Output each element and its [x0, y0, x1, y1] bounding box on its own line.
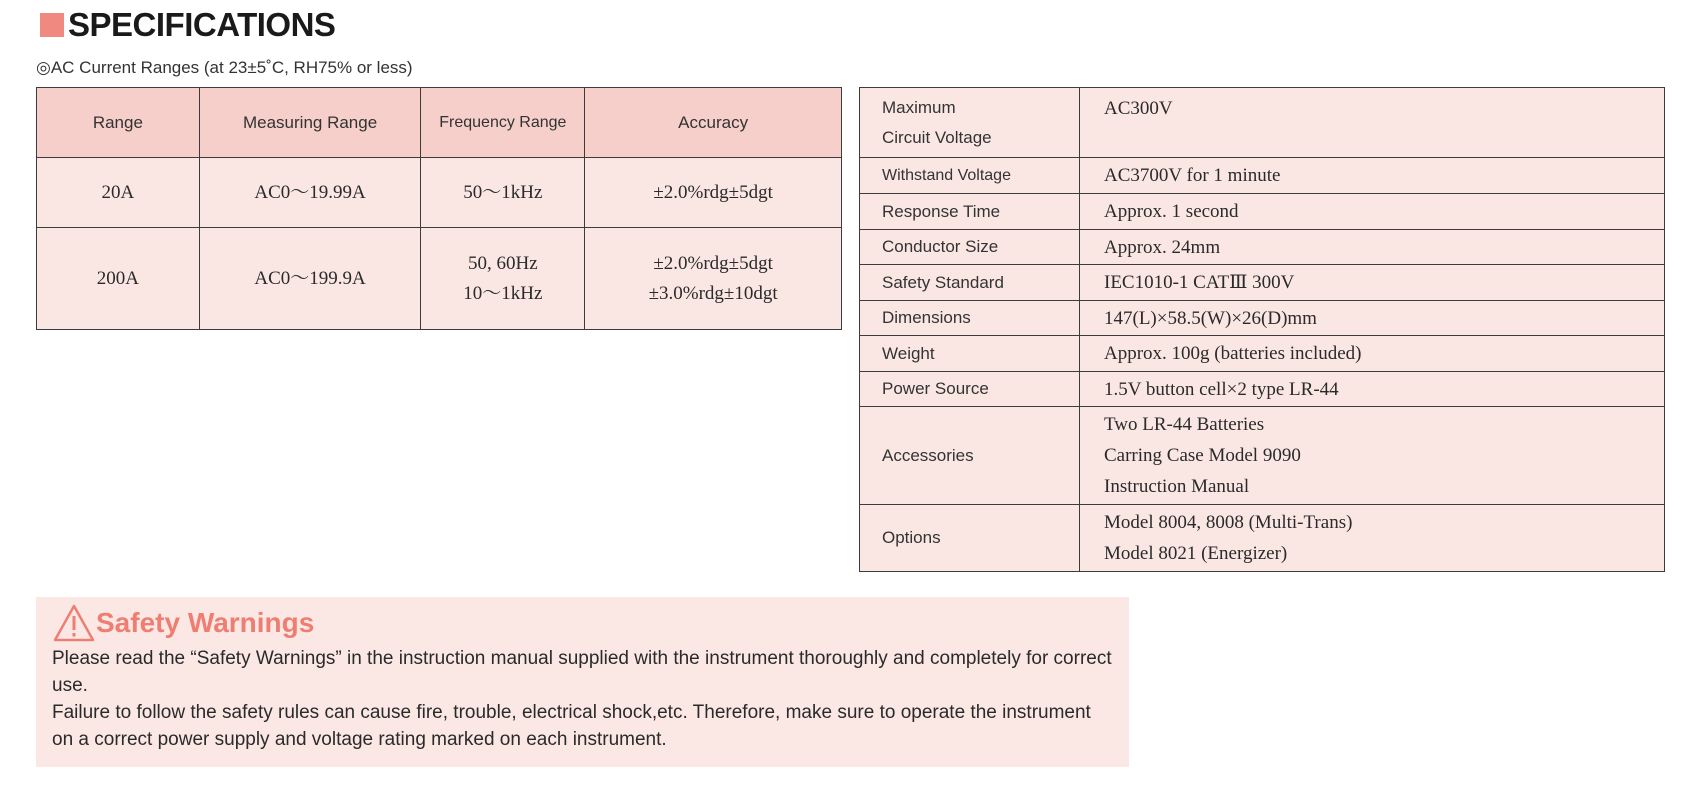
table-row: [37, 228, 842, 330]
table-header-row: [37, 88, 842, 158]
spec-value: [1080, 505, 1665, 572]
spec-row-withstand-voltage: [860, 158, 1665, 194]
spec-row-options: [860, 505, 1665, 572]
spec-row-safety-standard: [860, 265, 1665, 301]
spec-label: [860, 372, 1080, 407]
spec-row-dimensions: [860, 301, 1665, 336]
spec-value-line: Approx. 1 second: [1104, 201, 1239, 222]
spec-row-response-time: [860, 194, 1665, 230]
safety-warnings-text: [52, 645, 1112, 753]
safety-paragraph: Failure to follow the safety rules can cause fire, trouble, electrical shock,etc. Therefore, make sure to operate the instrument on a correct power supply and voltage rating marked on each instrument.: [52, 702, 1091, 750]
section-heading: [40, 6, 335, 44]
spec-value-line: IEC1010-1 CATⅢ 300V: [1104, 272, 1295, 293]
accuracy-line: ±2.0%rdg±5dgt: [653, 181, 773, 203]
spec-value: [1080, 230, 1665, 265]
spec-value-line: Instruction Manual: [1104, 476, 1250, 497]
spec-label-line: Response Time: [882, 201, 1001, 221]
accuracy-line: ±3.0%rdg±10dgt: [648, 282, 778, 304]
spec-label-line: Withstand Voltage: [882, 166, 1011, 184]
spec-value-line: AC3700V for 1 minute: [1104, 165, 1281, 186]
spec-label-line: Options: [882, 528, 941, 547]
spec-label-line: Conductor Size: [882, 237, 999, 256]
spec-label-line: Accessories: [882, 445, 974, 465]
spec-label: [860, 265, 1080, 301]
safety-warnings-box: [36, 597, 1129, 767]
spec-value-line: Carring Case Model 9090: [1104, 445, 1301, 466]
ac-current-ranges-table: [36, 87, 842, 330]
spec-label-line: Safety Standard: [882, 272, 1004, 292]
spec-value-line: Model 8021 (Energizer): [1104, 543, 1288, 564]
spec-label: [860, 505, 1080, 572]
cell-measuring-range: AC0～199.9A: [199, 228, 421, 330]
spec-label: [860, 407, 1080, 505]
safety-warnings-title: Safety Warnings: [96, 607, 315, 638]
spec-value-line: AC300V: [1104, 98, 1173, 119]
spec-label-line: Weight: [882, 343, 935, 363]
cell-range: 20A: [37, 158, 200, 228]
specifications-table: [859, 87, 1665, 572]
spec-label: [860, 158, 1080, 194]
spec-value-line: Two LR-44 Batteries: [1104, 414, 1265, 435]
spec-value-line: Approx. 100g (batteries included): [1104, 343, 1362, 364]
cell-accuracy: [585, 158, 842, 228]
spec-label-line: Maximum: [882, 97, 956, 117]
column-header-measuring-range: Measuring Range: [199, 88, 421, 158]
ac-current-ranges-caption: ◎AC Current Ranges (at 23±5˚C, RH75% or less): [36, 58, 413, 77]
spec-label-line: Power Source: [882, 379, 989, 398]
spec-value: [1080, 336, 1665, 372]
spec-value: [1080, 158, 1665, 194]
spec-value-line: 1.5V button cell×2 type LR-44: [1104, 378, 1339, 400]
frequency-line: 10～1kHz: [463, 282, 543, 304]
column-header-range: Range: [37, 88, 200, 158]
frequency-line: 50～1kHz: [463, 181, 543, 203]
safety-warnings-heading: [52, 603, 1113, 643]
spec-value: [1080, 265, 1665, 301]
cell-range: 200A: [37, 228, 200, 330]
spec-label: [860, 336, 1080, 372]
heading-square-marker: [40, 13, 64, 37]
spec-label: [860, 88, 1080, 158]
spec-value-line: Approx. 24mm: [1104, 236, 1221, 258]
page-title: SPECIFICATIONS: [68, 6, 336, 43]
column-header-accuracy: Accuracy: [585, 88, 842, 158]
spec-row-conductor-size: [860, 230, 1665, 265]
safety-paragraph: Please read the “Safety Warnings” in the instruction manual supplied with the instrument thoroughly and completely for correct use.: [52, 648, 1112, 696]
cell-frequency-range: [421, 228, 585, 330]
accuracy-line: ±2.0%rdg±5dgt: [653, 252, 773, 274]
cell-accuracy: [585, 228, 842, 330]
column-header-frequency-range: Frequency Range: [421, 88, 585, 158]
spec-label: [860, 301, 1080, 336]
spec-row-maximum-circuit-voltage: [860, 88, 1665, 158]
spec-label-line: Dimensions: [882, 308, 971, 327]
spec-value: [1080, 88, 1665, 158]
spec-value: [1080, 194, 1665, 230]
frequency-line: 50, 60Hz: [468, 252, 538, 274]
spec-row-accessories: [860, 407, 1665, 505]
cell-measuring-range: AC0～19.99A: [199, 158, 421, 228]
spec-value: [1080, 372, 1665, 407]
spec-value-line: 147(L)×58.5(W)×26(D)mm: [1104, 307, 1317, 329]
spec-label: [860, 194, 1080, 230]
cell-frequency-range: [421, 158, 585, 228]
warning-triangle-icon: [52, 603, 96, 643]
spec-label-line: Circuit Voltage: [882, 127, 992, 147]
spec-value: [1080, 301, 1665, 336]
spec-label: [860, 230, 1080, 265]
table-row: [37, 158, 842, 228]
spec-row-power-source: [860, 372, 1665, 407]
spec-row-weight: [860, 336, 1665, 372]
spec-value-line: Model 8004, 8008 (Multi-Trans): [1104, 512, 1353, 533]
spec-value: [1080, 407, 1665, 505]
